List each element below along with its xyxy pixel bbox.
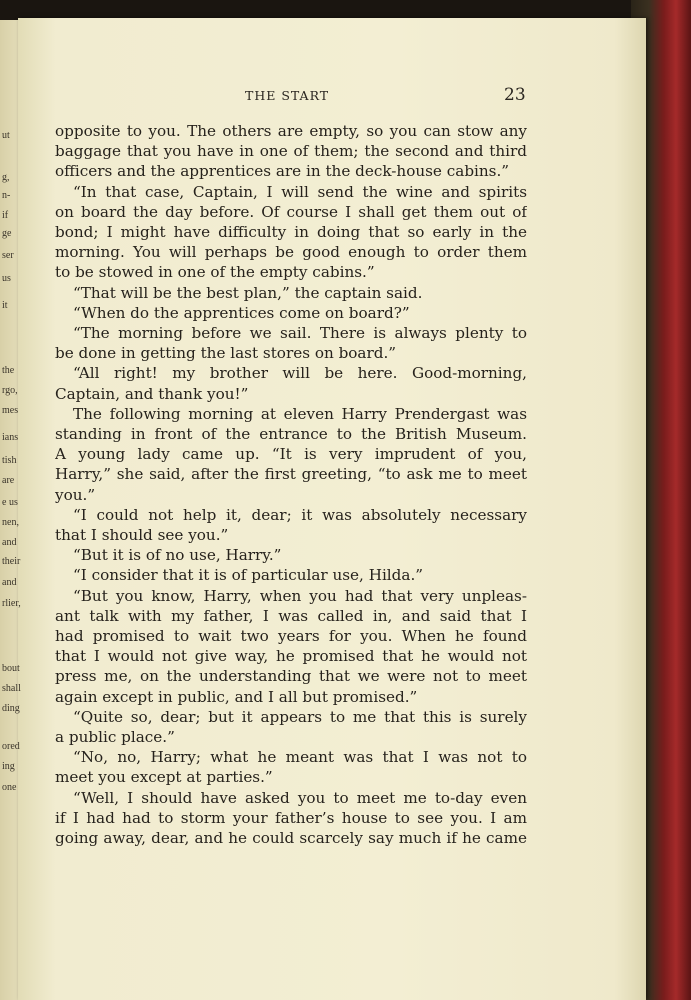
facing-page-fragment: their (2, 556, 21, 567)
text-line: “But it is of no use, Harry.” (73, 546, 282, 565)
text-line: “No, no, Harry; what he meant was that I was not to (73, 748, 527, 767)
text-line: baggage that you have in one of them; the second and third (55, 142, 527, 161)
text-line: standing in front of the entrance to the British Museum. (55, 425, 527, 443)
text-line: “In that case, Captain, I will send the wine and spirits (73, 182, 527, 201)
facing-page-fragment: g, (2, 172, 10, 183)
facing-page-fragment: the (2, 365, 15, 376)
facing-page-fragment: bout (2, 663, 20, 674)
facing-page-fragment: one (2, 782, 17, 793)
text-line: to be stowed in one of the empty cabins.” (55, 263, 375, 282)
facing-page-fragment: ians (2, 432, 19, 443)
text-line: bond; I might have difficulty in doing that so early in the (55, 223, 527, 241)
facing-page-fragment: mes (2, 405, 19, 416)
facing-page-fragment: ored (2, 741, 20, 752)
text-line: officers and the apprentices are in the deck-house cabins.” (55, 162, 510, 181)
text-line: “Quite so, dear; but it appears to me that this is surely (73, 707, 527, 726)
page-number: 23 (504, 85, 526, 105)
text-line: again except in public, and I all but promised.” (55, 687, 418, 706)
text-line: a public place.” (55, 728, 175, 746)
text-line: ant talk with my father, I was called in, and said that I (55, 606, 527, 625)
facing-page-fragment: it (2, 300, 8, 311)
text-line: “All right! my brother will be here. Good-morning, (73, 364, 527, 383)
facing-page-fragment: are (2, 475, 15, 486)
text-line: “But you know, Harry, when you had that very unpleas- (73, 586, 527, 605)
facing-page-fragment: n- (2, 190, 11, 201)
text-line: you.” (55, 485, 96, 504)
text-line: had promised to wait two years for you. When he found (55, 627, 527, 645)
facing-page-fragment: nen, (2, 517, 19, 528)
facing-page-fragment: shall (2, 683, 21, 694)
text-line: on board the day before. Of course I shall get them out of (55, 202, 527, 221)
text-line: if I had had to storm your father’s house to see you. I am (55, 808, 527, 827)
text-line: Captain, and thank you!” (55, 384, 249, 403)
text-line: press me, on the understanding that we were not to meet (55, 667, 527, 686)
facing-page-fragment: ing (2, 761, 15, 772)
text-line: The following morning at eleven Harry Prendergast was (73, 404, 527, 423)
facing-page-fragment: tish (2, 455, 17, 466)
text-line: opposite to you. The others are empty, so you can stow any (55, 122, 527, 140)
text-line: meet you except at parties.” (55, 768, 273, 787)
facing-page-fragment: rlier, (2, 598, 21, 609)
text-line: “I consider that it is of particular use, Hilda.” (73, 566, 424, 585)
facing-page-fragment: and (2, 537, 17, 548)
text-line: that I should see you.” (55, 526, 229, 544)
facing-page-fragment: ser (2, 250, 14, 261)
facing-page-fragment: rgo, (2, 385, 18, 396)
text-line: A young lady came up. “It is very imprudent of you, (55, 445, 527, 464)
facing-page-fragment: us (2, 273, 11, 284)
text-line: “I could not help it, dear; it was absolutely necessary (73, 505, 527, 524)
text-line: morning. You will perhaps be good enough to order them (55, 243, 527, 262)
facing-page-fragment: if (2, 210, 9, 221)
text-line: “Well, I should have asked you to meet me to-day even (73, 788, 527, 807)
text-line: going away, dear, and he could scarcely say much if he came (55, 829, 527, 847)
text-line: “When do the apprentices come on board?” (73, 303, 410, 322)
facing-page-fragment: ge (2, 228, 12, 239)
text-line: be done in getting the last stores on board.” (55, 344, 397, 363)
text-line: Harry,” she said, after the first greeting, “to ask me to meet (55, 465, 527, 484)
text-line: “That will be the best plan,” the captain said. (73, 283, 423, 302)
text-line: that I would not give way, he promised that he would not (55, 647, 527, 666)
facing-page-fragment: e us (2, 497, 18, 508)
facing-page-fragment: and (2, 577, 17, 588)
text-line: “The morning before we sail. There is always plenty to (73, 324, 527, 342)
running-title: THE START (245, 88, 330, 103)
facing-page-fragment: ding (2, 703, 20, 714)
facing-page-fragment: ut (2, 130, 10, 141)
